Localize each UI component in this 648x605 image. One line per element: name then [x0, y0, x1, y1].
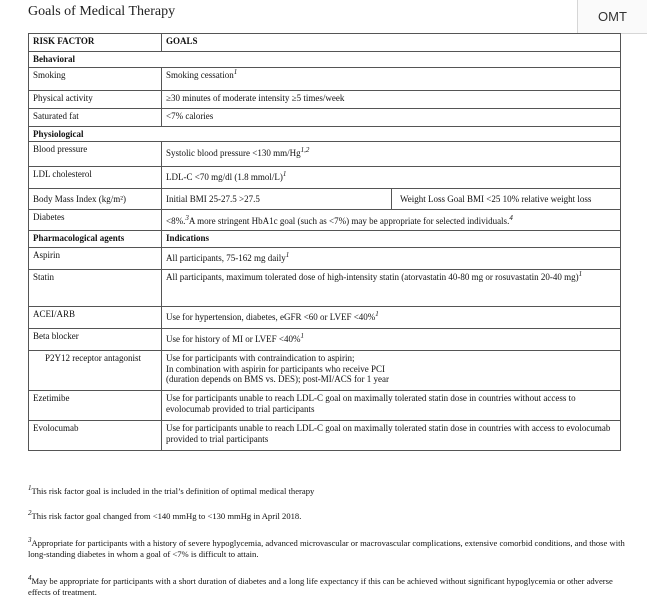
indication-statin: All participants, maximum tolerated dose of high-intensity statin (atorvastatin 40-80 mg or rosuvastatin 20-40 mg)$^1$: [162, 270, 621, 307]
goal-ldl-cholesterol: LDL-C <70 mg/dl (1.8 mmol/L)$^1$: [162, 167, 621, 189]
column-header-risk-factor: RISK FACTOR: [29, 34, 162, 52]
column-header-goals: GOALS: [162, 34, 621, 52]
factor-bmi: Body Mass Index (kg/m²): [29, 189, 162, 210]
footnote-1: $^1$This risk factor goal is included in the trial’s definition of optimal medical therapy: [28, 484, 315, 496]
goal-saturated-fat: <7% calories: [162, 108, 621, 126]
section-pharmacological: Pharmacological agents: [29, 231, 162, 248]
footnote-2: $^2$This risk factor goal changed from <140 mmHg to <130 mmHg in April 2018.: [28, 509, 302, 521]
goal-physical-activity: ≥30 minutes of moderate intensity ≥5 times/week: [162, 90, 621, 108]
table-row: [29, 391, 621, 421]
table-row: [29, 248, 621, 270]
agent-aspirin: Aspirin: [29, 248, 162, 270]
column-header-indications: Indications: [162, 231, 621, 248]
footnote-ref: 1: [285, 251, 290, 259]
table-row: [29, 210, 621, 231]
footnote-4: $^4$May be appropriate for participants with a short duration of diabetes and a long life expectancy if this can be achieved without significant hypoglycemia or other adverse effects of treatment.: [28, 574, 613, 597]
page-title: Goals of Medical Therapy: [28, 4, 176, 19]
footnote-ref: 1: [300, 332, 304, 340]
indication-p2y12: Use for participants with contraindication to aspirin; In combination with aspirin for participants who receive PCI (duration depends on BMS vs. DES); post-MI/ACS for 1 year: [162, 351, 621, 391]
factor-diabetes: Diabetes: [29, 210, 162, 231]
goal-bmi-initial: Initial BMI 25-27.5 >27.5: [162, 189, 392, 210]
footnote-ref: 4: [509, 214, 513, 222]
factor-blood-pressure: Blood pressure: [29, 142, 162, 167]
goal-smoking: Smoking cessation$^1$: [162, 67, 621, 90]
table-row: [29, 167, 621, 189]
agent-evolocumab: Evolocumab: [29, 421, 162, 451]
goal-bmi-weight-loss: Weight Loss Goal BMI <25 10% relative weight loss: [392, 189, 621, 210]
table-row: [29, 270, 621, 307]
footnote-ref: 1,2: [300, 146, 310, 154]
indication-beta-blocker: Use for history of MI or LVEF <40%$^1$: [162, 329, 621, 351]
agent-acei-arb: ACEI/ARB: [29, 307, 162, 329]
table-row: [29, 307, 621, 329]
goal-blood-pressure: Systolic blood pressure <130 mm/Hg$^{1,2}$: [162, 142, 621, 167]
table-row: [29, 329, 621, 351]
footnote-ref: 1: [375, 310, 379, 318]
agent-statin: Statin: [29, 270, 162, 307]
table-row: [29, 90, 621, 108]
omt-badge[interactable]: OMT: [577, 0, 647, 34]
goals-table: [28, 33, 621, 451]
footnote-ref: 3: [185, 214, 189, 222]
footnote-ref: 1: [578, 270, 583, 278]
goal-diabetes: <8%.$^3$A more stringent HbA1c goal (such as <7%) may be appropriate for selected individuals.$^4$: [162, 210, 621, 231]
factor-physical-activity: Physical activity: [29, 90, 162, 108]
factor-smoking: Smoking: [29, 67, 162, 90]
table-row: [29, 351, 621, 391]
table-row: [29, 421, 621, 451]
footnote-ref: 1: [282, 170, 287, 178]
factor-saturated-fat: Saturated fat: [29, 108, 162, 126]
indication-evolocumab: Use for participants unable to reach LDL-C goal on maximally tolerated statin dose in countries with access to evolocumab provided to trial participants: [162, 421, 621, 451]
agent-p2y12: P2Y12 receptor antagonist: [29, 351, 162, 391]
indication-ezetimibe: Use for participants unable to reach LDL-C goal on maximally tolerated statin dose in countries without access to evolocumab provided to trial participants: [162, 391, 621, 421]
indication-acei-arb: Use for hypertension, diabetes, eGFR <60 or LVEF <40%$^1$: [162, 307, 621, 329]
footnote-ref: 1: [233, 67, 238, 76]
table-row: [29, 189, 621, 210]
footnote-3: $^3$Appropriate for participants with a history of severe hypoglycemia, advanced microvascular or macrovascular complications, extensive comorbid conditions, and those with long-standing diabetes in whom a goal of <7% is difficult to attain.: [28, 536, 625, 559]
table-row: [29, 108, 621, 126]
table-row: [29, 67, 621, 90]
agent-beta-blocker: Beta blocker: [29, 329, 162, 351]
section-physiological: Physiological: [29, 126, 621, 142]
indication-aspirin: All participants, 75-162 mg daily$^1$: [162, 248, 621, 270]
table-row: [29, 142, 621, 167]
factor-ldl-cholesterol: LDL cholesterol: [29, 167, 162, 189]
section-behavioral: Behavioral: [29, 52, 621, 68]
agent-ezetimibe: Ezetimibe: [29, 391, 162, 421]
